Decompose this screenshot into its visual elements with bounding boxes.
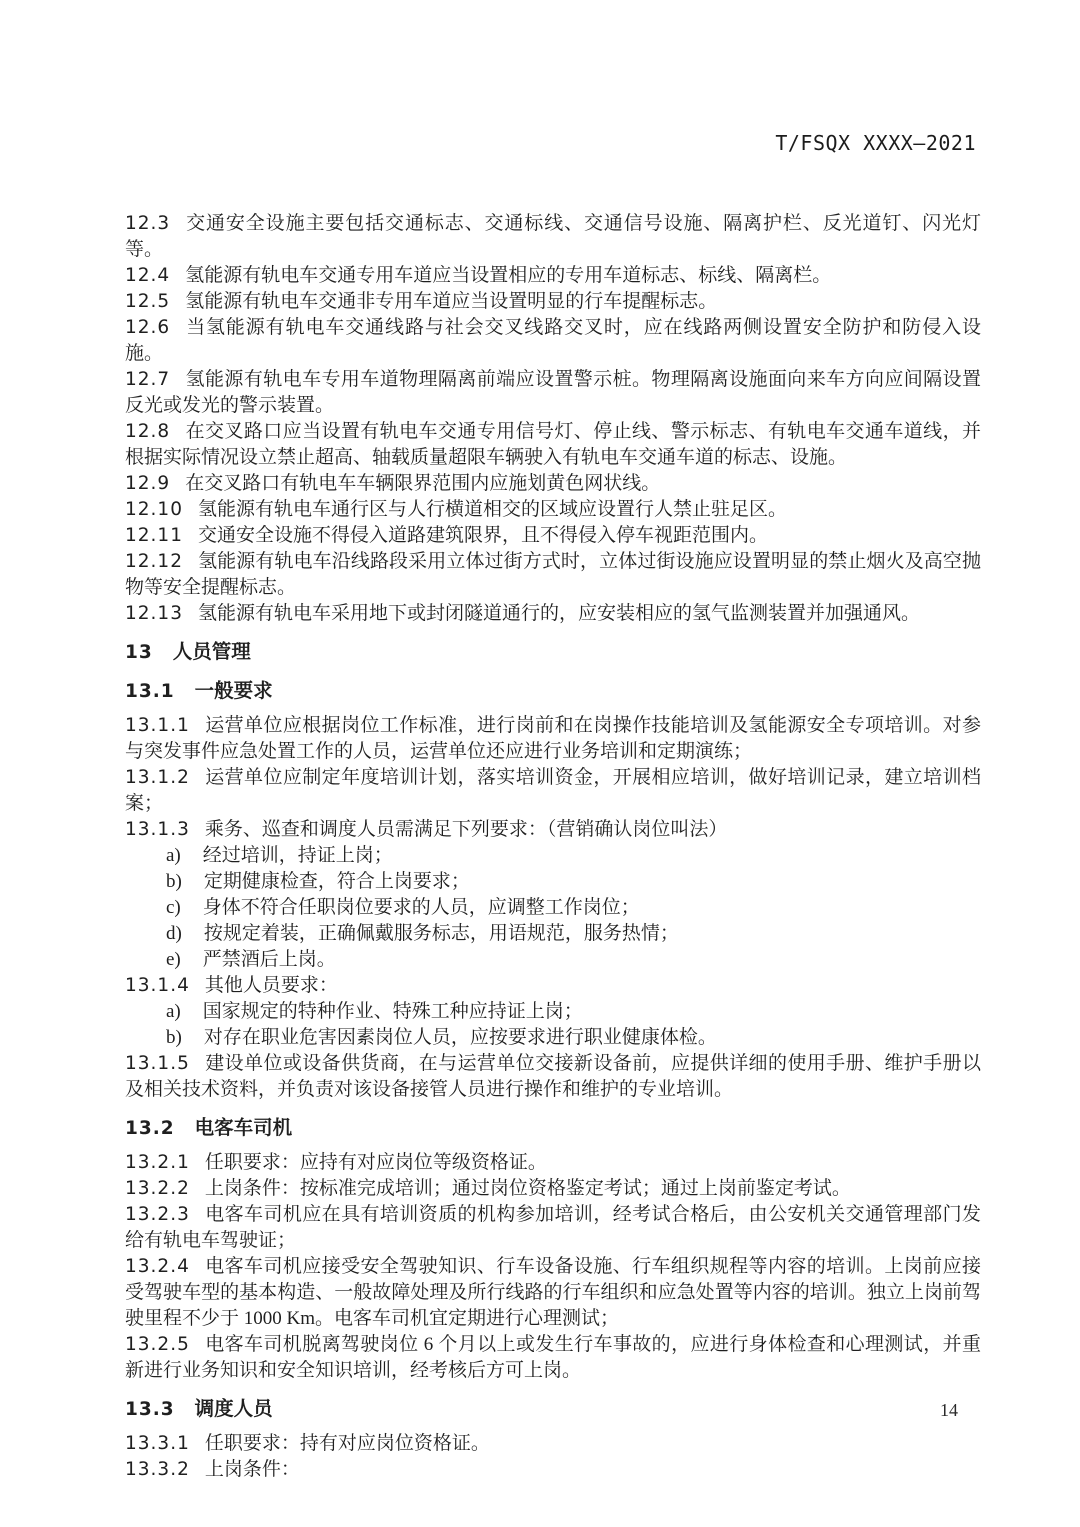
clause-number: 13.2.1 (125, 1152, 190, 1173)
list-item-number: e) (166, 949, 181, 970)
heading-number: 13.3 (125, 1399, 175, 1420)
clause-text: 当氢能源有轨电车交通线路与社会交叉线路交叉时，应在线路两侧设置安全防护和防侵入设施。 (125, 317, 981, 364)
list-item-b (125, 1025, 981, 1051)
clause-12-3 (125, 211, 981, 263)
clause-text: 乘务、巡查和调度人员需满足下列要求：（营销确认岗位叫法） (204, 819, 728, 840)
list-item-text: 按规定着装，正确佩戴服务标志，用语规范，服务热情； (203, 923, 679, 944)
clause-13-2-1 (125, 1150, 981, 1176)
clause-12-11 (125, 523, 981, 549)
clause-12-9 (125, 471, 981, 497)
clause-number: 13.2.2 (125, 1178, 190, 1199)
list-item-text: 对存在职业危害因素岗位人员，应按要求进行职业健康体检。 (203, 1027, 717, 1048)
list-item-d (125, 921, 981, 947)
heading-text: 人员管理 (172, 640, 251, 663)
clause-text: 氢能源有轨电车专用车道物理隔离前端应设置警示桩。物理隔离设施面向来车方向应间隔设置反光或发光的警示装置。 (125, 369, 981, 416)
clause-12-4 (125, 263, 981, 289)
clause-12-10 (125, 497, 981, 523)
clause-text: 其他人员要求： (204, 975, 338, 996)
clause-number: 12.9 (125, 473, 171, 494)
clause-13-1-1 (125, 713, 981, 765)
list-item-a (125, 999, 981, 1025)
clause-text: 上岗条件：按标准完成培训；通过岗位资格鉴定考试；通过上岗前鉴定考试。 (204, 1178, 851, 1199)
document-footer (940, 1400, 958, 1421)
clause-number: 13.3.2 (125, 1459, 190, 1480)
list-item-text: 身体不符合任职岗位要求的人员，应调整工作岗位； (202, 897, 640, 918)
heading-13-1 (125, 678, 981, 705)
list-item-number: b) (166, 1027, 182, 1048)
clause-text: 任职要求：应持有对应岗位等级资格证。 (204, 1152, 547, 1173)
heading-text: 调度人员 (194, 1397, 273, 1420)
list-item-number: b) (166, 871, 182, 892)
clause-12-13 (125, 601, 981, 627)
clause-text: 氢能源有轨电车采用地下或封闭隧道通行的，应安装相应的氢气监测装置并加强通风。 (197, 603, 920, 624)
list-item-number: a) (166, 1001, 181, 1022)
clause-number: 13.2.4 (125, 1256, 190, 1277)
clause-13-2-3 (125, 1202, 981, 1254)
heading-13-3 (125, 1396, 981, 1423)
list-item-text: 经过培训，持证上岗； (202, 845, 393, 866)
clause-number: 12.4 (125, 265, 171, 286)
clause-number: 12.11 (125, 525, 183, 546)
heading-number: 13 (125, 642, 153, 663)
clause-number: 12.8 (125, 421, 171, 442)
clause-12-12 (125, 549, 981, 601)
clause-number: 13.1.3 (125, 819, 190, 840)
list-item-number: c) (166, 897, 181, 918)
clause-number: 13.1.4 (125, 975, 190, 996)
list-item-text: 国家规定的特种作业、特殊工种应持证上岗； (202, 1001, 583, 1022)
clause-text: 交通安全设施主要包括交通标志、交通标线、交通信号设施、隔离护栏、反光道钉、闪光灯等。 (125, 213, 981, 260)
clause-text: 电客车司机脱离驾驶岗位 6 个月以上或发生行车事故的，应进行身体检查和心理测试，并重新进行业务知识和安全知识培训，经考核后方可上岗。 (125, 1334, 981, 1381)
clause-13-2-2 (125, 1176, 981, 1202)
clause-number: 13.1.2 (125, 767, 190, 788)
clause-13-1-2 (125, 765, 981, 817)
clause-text: 在交叉路口应当设置有轨电车交通专用信号灯、停止线、警示标志、有轨电车交通车道线，并根据实际情况设立禁止超高、轴载质量超限车辆驶入有轨电车交通车道的标志、设施。 (125, 421, 981, 468)
clause-text: 电客车司机应在具有培训资质的机构参加培训，经考试合格后，由公安机关交通管理部门发给有轨电车驾驶证； (125, 1204, 981, 1251)
clause-text: 电客车司机应接受安全驾驶知识、行车设备设施、行车组织规程等内容的培训。上岗前应接受驾驶车型的基本构造、一般故障处理及所行线路的行车组织和应急处置等内容的培训。独立上岗前驾驶里程不少于 1000 Km。电客车司机宜定期进行心理测试； (125, 1256, 981, 1329)
page-number: 14 (940, 1400, 958, 1420)
list-item-c (125, 895, 981, 921)
clause-text: 上岗条件： (204, 1459, 300, 1480)
clause-text: 氢能源有轨电车交通专用车道应当设置相应的专用车道标志、标线、隔离栏。 (185, 265, 832, 286)
clause-13-2-5 (125, 1332, 981, 1384)
document-header (775, 131, 976, 155)
clause-13-3-1 (125, 1431, 981, 1457)
list-item-a (125, 843, 981, 869)
heading-number: 13.2 (125, 1118, 175, 1139)
clause-number: 13.1.5 (125, 1053, 190, 1074)
clause-number: 12.6 (125, 317, 171, 338)
heading-number: 13.1 (125, 681, 175, 702)
list-item-text: 定期健康检查，符合上岗要求； (203, 871, 470, 892)
clause-text: 运营单位应制定年度培训计划，落实培训资金，开展相应培训，做好培训记录，建立培训档案； (125, 767, 981, 814)
list-item-number: a) (166, 845, 181, 866)
clause-number: 12.5 (125, 291, 171, 312)
heading-13-2 (125, 1115, 981, 1142)
clause-text: 任职要求：持有对应岗位资格证。 (204, 1433, 490, 1454)
heading-text: 一般要求 (194, 679, 273, 702)
clause-number: 12.12 (125, 551, 183, 572)
clause-text: 氢能源有轨电车通行区与人行横道相交的区域应设置行人禁止驻足区。 (197, 499, 787, 520)
clause-number: 12.3 (125, 213, 171, 234)
clause-13-3-2 (125, 1457, 981, 1483)
clause-12-7 (125, 367, 981, 419)
list-item-e (125, 947, 981, 973)
list-item-b (125, 869, 981, 895)
clause-number: 12.13 (125, 603, 183, 624)
clause-number: 13.2.3 (125, 1204, 190, 1225)
clause-text: 氢能源有轨电车沿线路段采用立体过街方式时，立体过街设施应设置明显的禁止烟火及高空抛物等安全提醒标志。 (125, 551, 981, 598)
clause-12-8 (125, 419, 981, 471)
clause-text: 氢能源有轨电车交通非专用车道应当设置明显的行车提醒标志。 (185, 291, 718, 312)
clause-12-5 (125, 289, 981, 315)
standard-reference: T/FSQX XXXX—2021 (775, 131, 976, 155)
clause-text: 建设单位或设备供货商，在与运营单位交接新设备前，应提供详细的使用手册、维护手册以及相关技术资料，并负责对该设备接管人员进行操作和维护的专业培训。 (125, 1053, 981, 1100)
heading-13 (125, 639, 981, 666)
clause-number: 12.7 (125, 369, 171, 390)
heading-text: 电客车司机 (194, 1116, 293, 1139)
clause-13-1-4 (125, 973, 981, 999)
clause-text: 在交叉路口有轨电车车辆限界范围内应施划黄色网状线。 (185, 473, 661, 494)
list-item-number: d) (166, 923, 182, 944)
clause-text: 交通安全设施不得侵入道路建筑限界，且不得侵入停车视距范围内。 (197, 525, 768, 546)
clause-13-2-4 (125, 1254, 981, 1332)
document-body (125, 211, 981, 1483)
list-item-text: 严禁酒后上岗。 (202, 949, 336, 970)
clause-12-6 (125, 315, 981, 367)
clause-number: 13.1.1 (125, 715, 190, 736)
clause-number: 13.3.1 (125, 1433, 190, 1454)
clause-13-1-3 (125, 817, 981, 843)
clause-text: 运营单位应根据岗位工作标准，进行岗前和在岗操作技能培训及氢能源安全专项培训。对参与突发事件应急处置工作的人员，运营单位还应进行业务培训和定期演练； (125, 715, 981, 762)
clause-number: 12.10 (125, 499, 183, 520)
clause-number: 13.2.5 (125, 1334, 190, 1355)
clause-13-1-5 (125, 1051, 981, 1103)
